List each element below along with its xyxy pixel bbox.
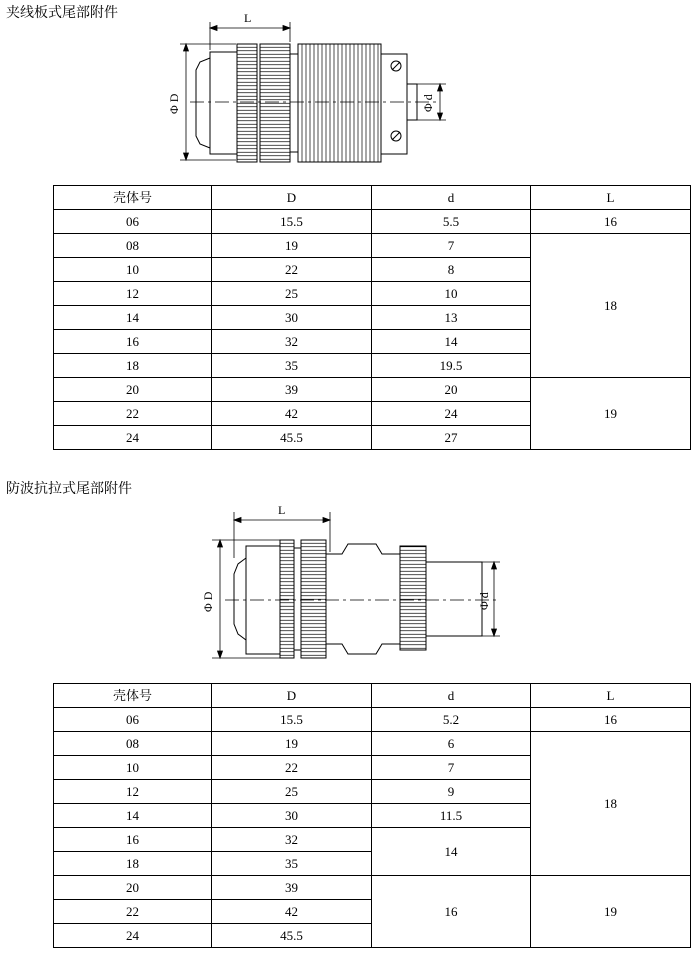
cell-shell: 12: [54, 282, 212, 306]
cell-L: 18: [531, 234, 691, 378]
cell-d: 6: [372, 732, 531, 756]
cell-d: 13: [372, 306, 531, 330]
cell-shell: 22: [54, 402, 212, 426]
cell-D: 42: [212, 402, 372, 426]
cell-d: 24: [372, 402, 531, 426]
table-row: [54, 876, 691, 900]
cell-shell: 14: [54, 804, 212, 828]
drawing1-label-L: L: [244, 11, 252, 25]
cell-d: 5.5: [372, 210, 531, 234]
cell-D: 39: [212, 378, 372, 402]
cell-shell: 24: [54, 426, 212, 450]
cell-D: 19: [212, 732, 372, 756]
cell-d: 14: [372, 330, 531, 354]
cell-d: 5.2: [372, 708, 531, 732]
cell-d: 7: [372, 234, 531, 258]
cell-shell: 08: [54, 234, 212, 258]
cell-shell: 18: [54, 852, 212, 876]
cell-D: 25: [212, 282, 372, 306]
cell-shell: 10: [54, 756, 212, 780]
header-d: d: [372, 684, 531, 708]
cell-shell: 12: [54, 780, 212, 804]
table-row: [54, 732, 691, 756]
cell-D: 45.5: [212, 924, 372, 948]
cell-D: 35: [212, 354, 372, 378]
cell-shell: 10: [54, 258, 212, 282]
cell-D: 22: [212, 258, 372, 282]
cell-L: 19: [531, 378, 691, 450]
header-d: d: [372, 186, 531, 210]
cell-shell: 20: [54, 378, 212, 402]
header-L: L: [531, 684, 691, 708]
cell-d: 9: [372, 780, 531, 804]
table-header-row: [54, 684, 691, 708]
section2-title: 防波抗拉式尾部附件: [6, 482, 132, 497]
cell-shell: 24: [54, 924, 212, 948]
cell-d: 7: [372, 756, 531, 780]
table-row: [54, 708, 691, 732]
header-D: D: [212, 684, 372, 708]
cell-D: 19: [212, 234, 372, 258]
cell-shell: 16: [54, 828, 212, 852]
cell-L: 18: [531, 732, 691, 876]
cell-D: 45.5: [212, 426, 372, 450]
cell-d: 27: [372, 426, 531, 450]
drawing2-label-L: L: [278, 503, 286, 517]
cell-d: 14: [372, 828, 531, 876]
cell-shell: 20: [54, 876, 212, 900]
cell-shell: 16: [54, 330, 212, 354]
cell-D: 22: [212, 756, 372, 780]
drawing2-label-D: Φ D: [201, 591, 215, 612]
header-shell: 壳体号: [54, 186, 212, 210]
header-shell: 壳体号: [54, 684, 212, 708]
clamp-type-spec-table: [53, 185, 691, 450]
cell-D: 42: [212, 900, 372, 924]
cell-d: 16: [372, 876, 531, 948]
cell-D: 30: [212, 804, 372, 828]
cell-shell: 06: [54, 708, 212, 732]
table-row: [54, 210, 691, 234]
cell-D: 25: [212, 780, 372, 804]
cell-shell: 14: [54, 306, 212, 330]
cell-d: 8: [372, 258, 531, 282]
drawing2-label-d: Φ d: [477, 592, 491, 610]
cell-D: 32: [212, 828, 372, 852]
cell-L: 19: [531, 876, 691, 948]
cell-shell: 08: [54, 732, 212, 756]
drawing1-label-d: Φ d: [421, 94, 435, 112]
cell-d: 10: [372, 282, 531, 306]
cell-D: 15.5: [212, 708, 372, 732]
shielded-type-spec-table: [53, 683, 691, 948]
shielded-strain-relief-accessory-drawing: [0, 496, 700, 671]
table-row: [54, 378, 691, 402]
cell-d: 11.5: [372, 804, 531, 828]
header-D: D: [212, 186, 372, 210]
cell-L: 16: [531, 708, 691, 732]
table-header-row: [54, 186, 691, 210]
cell-shell: 18: [54, 354, 212, 378]
cell-L: 16: [531, 210, 691, 234]
cell-D: 32: [212, 330, 372, 354]
cell-D: 35: [212, 852, 372, 876]
header-L: L: [531, 186, 691, 210]
cell-shell: 22: [54, 900, 212, 924]
table-row: [54, 234, 691, 258]
cell-D: 15.5: [212, 210, 372, 234]
cell-D: 39: [212, 876, 372, 900]
cell-shell: 06: [54, 210, 212, 234]
drawing1-label-D: Φ D: [167, 93, 181, 114]
cell-d: 20: [372, 378, 531, 402]
cell-D: 30: [212, 306, 372, 330]
cell-d: 19.5: [372, 354, 531, 378]
section1-title: 夹线板式尾部附件: [6, 6, 118, 21]
clamp-type-accessory-drawing: [0, 0, 700, 175]
